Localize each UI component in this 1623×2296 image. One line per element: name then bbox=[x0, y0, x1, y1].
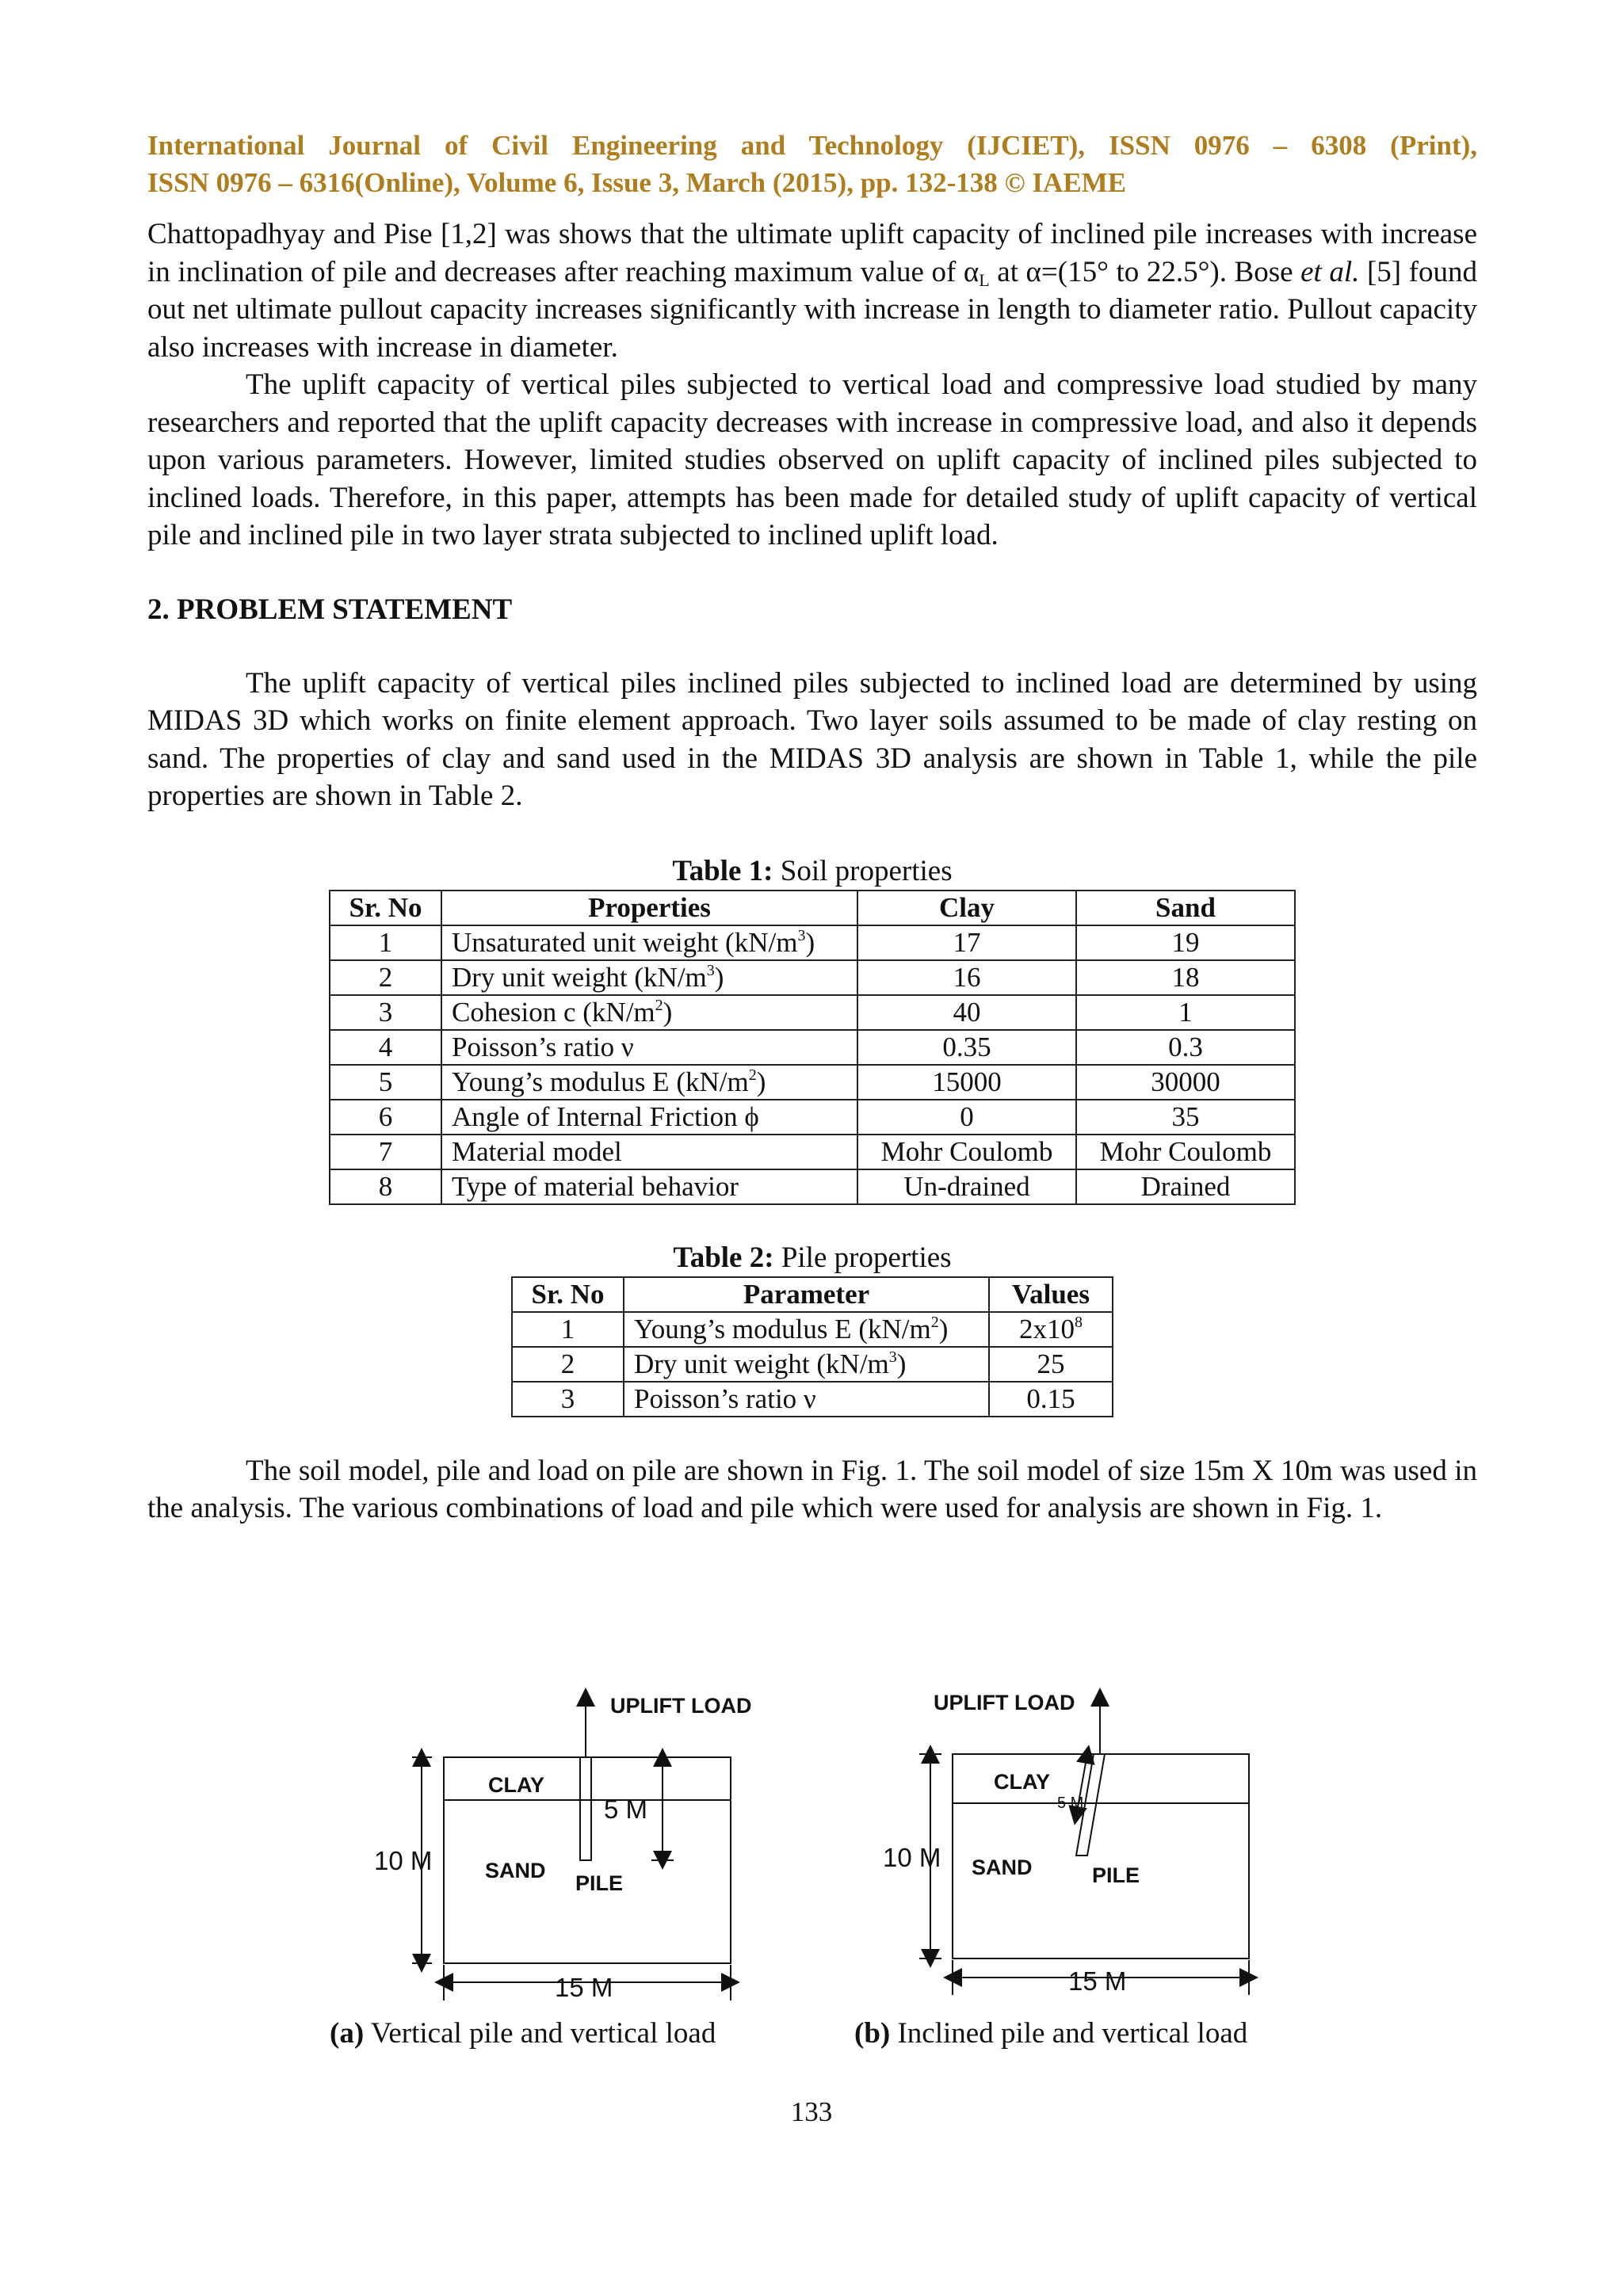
figure-b-diagram bbox=[919, 1697, 1249, 1995]
table1-srno-cell: 3 bbox=[330, 995, 441, 1030]
table1-property-text: Angle of Internal Friction ϕ bbox=[452, 1100, 759, 1132]
table2-header-cell: Values bbox=[989, 1277, 1113, 1312]
table2-value-text: 2x10 bbox=[1019, 1313, 1075, 1344]
table2-srno-cell: 1 bbox=[512, 1312, 624, 1347]
table1-property-tail: ) bbox=[805, 926, 815, 958]
width-label-a: 15 M bbox=[555, 1973, 613, 2002]
table2-srno-cell: 2 bbox=[512, 1347, 624, 1382]
table1-row bbox=[330, 1065, 1295, 1100]
paragraph-3: The uplift capacity of vertical piles inclined piles subjected to inclined load are determined by using MIDAS 3D which works on finite element approach. Two layer soils assumed to be made of clay resting on sand. The properties of clay and sand used in the MIDAS 3D analysis are shown in Table 1, while the pile properties are shown in Table 2. bbox=[147, 666, 1477, 812]
paragraph-4: The soil model, pile and load on pile are shown in Fig. 1. The soil model of size 15m X 10m was used in the analysis. The various combinations of load and pile which were used for analysis are shown in Fig. 1. bbox=[147, 1454, 1477, 1524]
table1-row bbox=[330, 925, 1295, 960]
table1-sand-cell: 30000 bbox=[1076, 1065, 1295, 1100]
table2-parameter-tail: ) bbox=[938, 1313, 949, 1344]
table2-srno-cell: 3 bbox=[512, 1382, 624, 1417]
table1-sand-cell: 19 bbox=[1076, 925, 1295, 960]
height-label-b: 10 M bbox=[883, 1843, 941, 1872]
table1-property-cell bbox=[441, 960, 857, 995]
table1-clay-cell: 15000 bbox=[857, 1065, 1076, 1100]
table1-sand-cell: 35 bbox=[1076, 1100, 1295, 1135]
table2-value-sup: 8 bbox=[1075, 1313, 1083, 1331]
table2-row bbox=[512, 1312, 1113, 1347]
sand-label-b: SAND bbox=[972, 1855, 1033, 1879]
table1-clay-cell: 16 bbox=[857, 960, 1076, 995]
table1-srno-cell: 7 bbox=[330, 1135, 441, 1169]
journal-header bbox=[147, 127, 1477, 201]
table1-sand-cell: Mohr Coulomb bbox=[1076, 1135, 1295, 1169]
para1-text-b: at α=(15° to 22.5°). Bose bbox=[989, 255, 1301, 288]
table1-clay-cell: 0.35 bbox=[857, 1030, 1076, 1065]
table1-srno-cell: 1 bbox=[330, 925, 441, 960]
table1-property-text: Unsaturated unit weight (kN/m bbox=[452, 926, 798, 958]
figure-a-caption-label: (a) bbox=[330, 2017, 365, 2050]
table2-caption bbox=[147, 1240, 1477, 1276]
table1-row bbox=[330, 1169, 1295, 1204]
table2-parameter-tail: ) bbox=[896, 1348, 907, 1379]
page-number: 133 bbox=[790, 2096, 833, 2127]
depth-label-b: 5 M bbox=[1057, 1794, 1084, 1812]
table1-row bbox=[330, 1100, 1295, 1135]
table1-row bbox=[330, 1030, 1295, 1065]
table1-property-sup: 3 bbox=[797, 926, 806, 944]
table1-property-cell bbox=[441, 1135, 857, 1169]
table1-property-tail: ) bbox=[714, 961, 724, 993]
header-line-1: International Journal of Civil Engineering and Technology (IJCIET), ISSN 0976 – 6308 (Print), bbox=[147, 130, 1477, 161]
table1-sand-cell: 18 bbox=[1076, 960, 1295, 995]
table1-srno-cell: 2 bbox=[330, 960, 441, 995]
table1-property-text: Type of material behavior bbox=[452, 1170, 739, 1202]
table1-srno-cell: 8 bbox=[330, 1169, 441, 1204]
width-label-b: 15 M bbox=[1068, 1966, 1127, 1996]
table1-caption bbox=[147, 853, 1477, 890]
table1-sand-cell: 1 bbox=[1076, 995, 1295, 1030]
table2-value-cell bbox=[989, 1382, 1113, 1417]
table2-header-cell: Sr. No bbox=[512, 1277, 624, 1312]
table2-value-cell bbox=[989, 1312, 1113, 1347]
table1-row bbox=[330, 1135, 1295, 1169]
table1-property-cell bbox=[441, 995, 857, 1030]
table1-row bbox=[330, 995, 1295, 1030]
table2-header-row bbox=[512, 1277, 1113, 1312]
table2-row bbox=[512, 1382, 1113, 1417]
table1-clay-cell: 40 bbox=[857, 995, 1076, 1030]
clay-label-b: CLAY bbox=[994, 1770, 1051, 1794]
table2-parameter-text: Poisson’s ratio ν bbox=[634, 1383, 816, 1414]
table1-header-cell: Sr. No bbox=[330, 891, 441, 925]
depth-label-a: 5 M bbox=[604, 1794, 648, 1824]
table1-srno-cell: 5 bbox=[330, 1065, 441, 1100]
table2-parameter-cell bbox=[624, 1312, 989, 1347]
table1-property-text: Cohesion c (kN/m bbox=[452, 996, 655, 1028]
height-label-a: 10 M bbox=[374, 1846, 433, 1875]
table1-header-cell: Properties bbox=[441, 891, 857, 925]
figure-a-diagram bbox=[412, 1697, 731, 2000]
table1-property-cell bbox=[441, 1030, 857, 1065]
table1-sand-cell: 0.3 bbox=[1076, 1030, 1295, 1065]
table1-clay-cell: Un-drained bbox=[857, 1169, 1076, 1204]
figure-b-caption-text: Inclined pile and vertical load bbox=[890, 2017, 1248, 2050]
table2-parameter-text: Young’s modulus E (kN/m bbox=[634, 1313, 931, 1344]
figure-a-caption-text: Vertical pile and vertical load bbox=[364, 2017, 716, 2050]
header-line-2: ISSN 0976 – 6316(Online), Volume 6, Issue 3, March (2015), pp. 132-138 © IAEME bbox=[147, 167, 1127, 198]
table1-clay-cell: 0 bbox=[857, 1100, 1076, 1135]
para1-text-c: [5] found out net ultimate pullout capacity increases significantly with increase in length to diameter ratio. Pullout capacity also increases with increase in diameter. bbox=[147, 255, 1478, 364]
table1-srno-cell: 6 bbox=[330, 1100, 441, 1135]
table1-row bbox=[330, 960, 1295, 995]
section-heading: 2. PROBLEM STATEMENT bbox=[147, 593, 513, 626]
table1-property-cell bbox=[441, 1065, 857, 1100]
table1-property-tail: ) bbox=[663, 996, 673, 1028]
table2-parameter-text: Dry unit weight (kN/m bbox=[634, 1348, 889, 1379]
table1-srno-cell: 4 bbox=[330, 1030, 441, 1065]
table2-header-cell: Parameter bbox=[624, 1277, 989, 1312]
page-content bbox=[147, 127, 1477, 1527]
table1-property-text: Young’s modulus E (kN/m bbox=[452, 1066, 749, 1097]
table2-caption-label: Table 2: bbox=[673, 1241, 774, 1274]
table1-clay-cell: Mohr Coulomb bbox=[857, 1135, 1076, 1169]
figure-b-caption bbox=[854, 2016, 1247, 2050]
table1-caption-label: Table 1: bbox=[672, 854, 773, 887]
figure-b-caption-label: (b) bbox=[854, 2017, 891, 2050]
uplift-load-label-b: UPLIFT LOAD bbox=[934, 1691, 1075, 1714]
sand-label-a: SAND bbox=[485, 1859, 546, 1882]
table2-parameter-sup: 2 bbox=[930, 1313, 939, 1331]
table1-property-sup: 2 bbox=[655, 996, 663, 1014]
figure-a-caption bbox=[330, 2016, 716, 2050]
table1-clay-cell: 17 bbox=[857, 925, 1076, 960]
paragraph-1 bbox=[147, 215, 1477, 366]
table1-caption-text: Soil properties bbox=[773, 854, 953, 887]
table1-property-text: Poisson’s ratio ν bbox=[452, 1031, 634, 1062]
pile-label-b: PILE bbox=[1092, 1863, 1140, 1887]
table1-property-text: Dry unit weight (kN/m bbox=[452, 961, 707, 993]
figure-1 bbox=[0, 1545, 1623, 2052]
para1-subscript: L bbox=[979, 269, 990, 290]
table1-property-sup: 2 bbox=[748, 1066, 757, 1084]
table2-value-text: 25 bbox=[1037, 1348, 1065, 1379]
table1-property-tail: ) bbox=[756, 1066, 766, 1097]
table1-header-cell: Sand bbox=[1076, 891, 1295, 925]
pile-properties-table bbox=[511, 1276, 1113, 1417]
paragraph-2: The uplift capacity of vertical piles subjected to vertical load and compressive load studied by many researchers and reported that the uplift capacity decreases with increase in compressive load, and also it depends upon various parameters. However, limited studies observed on uplift capacity of inclined piles subjected to inclined loads. Therefore, in this paper, attempts has been made for detailed study of uplift capacity of vertical pile and inclined pile in two layer strata subjected to inclined uplift load. bbox=[147, 368, 1477, 551]
table1-property-cell bbox=[441, 1100, 857, 1135]
table2-parameter-sup: 3 bbox=[888, 1348, 897, 1366]
table2-value-cell bbox=[989, 1347, 1113, 1382]
figure-1-svg bbox=[0, 1545, 1623, 2052]
soil-properties-table bbox=[329, 890, 1296, 1205]
para1-etal: et al. bbox=[1300, 255, 1360, 288]
table1-property-cell bbox=[441, 1169, 857, 1204]
table1-header-cell: Clay bbox=[857, 891, 1076, 925]
table2-row bbox=[512, 1347, 1113, 1382]
table1-header-row bbox=[330, 891, 1295, 925]
table1-property-cell bbox=[441, 925, 857, 960]
table2-caption-text: Pile properties bbox=[773, 1241, 952, 1274]
uplift-load-label-a: UPLIFT LOAD bbox=[610, 1694, 752, 1718]
table2-parameter-cell bbox=[624, 1347, 989, 1382]
pile-label-a: PILE bbox=[575, 1871, 624, 1895]
table2-value-text: 0.15 bbox=[1026, 1383, 1075, 1414]
para1-text-a: Chattopadhyay and Pise [1,2] was shows that the ultimate uplift capacity of inclined pile increases with increase in inclination of pile and decreases after reaching maximum value of α bbox=[147, 218, 1477, 288]
vertical-pile-a bbox=[580, 1757, 591, 1860]
table1-property-sup: 3 bbox=[706, 961, 715, 979]
clay-label-a: CLAY bbox=[488, 1773, 545, 1797]
table1-property-text: Material model bbox=[452, 1135, 622, 1167]
table1-sand-cell: Drained bbox=[1076, 1169, 1295, 1204]
table2-parameter-cell bbox=[624, 1382, 989, 1417]
